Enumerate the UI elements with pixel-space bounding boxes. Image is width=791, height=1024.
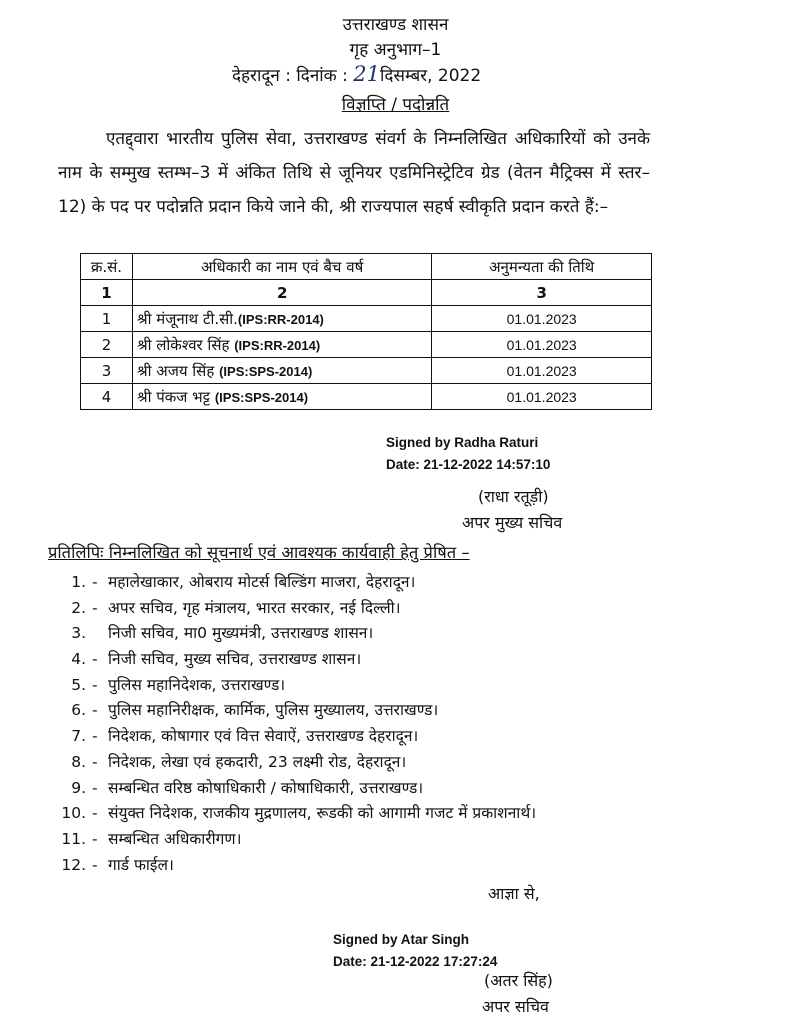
item-dash: - [92, 778, 98, 797]
officer-name: श्री मंजूनाथ टी.सी. [136, 309, 238, 328]
list-item [56, 621, 536, 647]
list-item [56, 570, 536, 596]
item-text: सम्बन्धित अधिकारीगण। [108, 829, 242, 848]
item-dash: - [92, 650, 98, 669]
officer-cell [132, 332, 431, 358]
list-item [56, 673, 536, 699]
serial-number: 2 [81, 332, 133, 358]
item-number: 5. [71, 675, 86, 694]
serial-number: 3 [81, 358, 133, 384]
item-dash: - [92, 752, 98, 771]
notice-title: विज्ञप्ति / पदोन्नति [341, 95, 450, 115]
item-dash: - [92, 701, 98, 720]
item-dash: - [92, 727, 98, 746]
date-suffix: दिसम्बर, 2022 [380, 66, 482, 86]
list-item [56, 698, 536, 724]
officer-cell [132, 358, 431, 384]
item-number: 6. [71, 701, 86, 720]
closing-text: आज्ञा से, [488, 884, 540, 903]
item-text: पुलिस महानिदेशक, उत्तराखण्ड। [108, 675, 286, 694]
item-number: 10. [61, 804, 86, 823]
item-number: 1. [71, 573, 86, 591]
digital-signature-2 [333, 929, 497, 973]
list-item [56, 724, 536, 750]
list-item [56, 801, 536, 827]
item-number: 2. [71, 598, 86, 617]
signature-date: Date: 21-12-2022 17:27:24 [333, 954, 498, 969]
item-number: 4. [71, 650, 86, 669]
signed-by-text: Signed by Radha Raturi [386, 435, 539, 450]
signatory-name: (राधा रतूड़ी) [478, 487, 549, 506]
serial-number: 1 [81, 306, 133, 332]
item-text: निदेशक, कोषागार एवं वित्त सेवाऐं, उत्तराखण्ड देहरादून। [108, 727, 419, 746]
eligibility-date: 01.01.2023 [432, 332, 652, 358]
officer-name: श्री लोकेश्वर सिंह [136, 335, 230, 354]
item-dash: - [92, 675, 98, 694]
column-number: 2 [132, 280, 431, 306]
date-prefix: देहरादून : दिनांक : [232, 66, 348, 86]
header-eligibility-date: अनुमन्यता की तिथि [432, 254, 652, 280]
item-text: सम्बन्धित वरिष्ठ कोषाधिकारी / कोषाधिकारी, उत्तराखण्ड। [108, 778, 424, 797]
column-number: 3 [432, 280, 652, 306]
officer-batch: (IPS:SPS-2014) [214, 389, 309, 405]
list-item [56, 596, 536, 622]
item-text: संयुक्त निदेशक, राजकीय मुद्रणालय, रूडकी को आगामी गजट में प्रकाशनार्थ। [108, 804, 537, 823]
item-text: पुलिस महानिरीक्षक, कार्मिक, पुलिस मुख्यालय, उत्तराखण्ड। [108, 701, 439, 720]
signatory-designation: अपर सचिव [482, 997, 549, 1016]
item-dash: - [92, 598, 98, 617]
item-text: निदेशक, लेखा एवं हकदारी, 23 लक्ष्मी रोड, देहरादून। [108, 752, 407, 771]
item-number: 9. [71, 778, 86, 797]
item-dash: - [92, 573, 98, 591]
department-section: गृह अनुभाग–1 [349, 40, 442, 60]
date-day-handwritten: 21 [353, 62, 381, 86]
list-item [56, 776, 536, 802]
table-row [81, 358, 652, 384]
table-row [81, 306, 652, 332]
item-number: 8. [71, 752, 86, 771]
officer-cell [132, 384, 431, 410]
copy-to-heading: प्रतिलिपिः निम्नलिखित को सूचनार्थ एवं आवश्यक कार्यवाही हेतु प्रेषित – [48, 543, 470, 562]
item-text: निजी सचिव, मुख्य सचिव, उत्तराखण्ड शासन। [108, 650, 362, 669]
item-number: 3. [71, 624, 86, 643]
digital-signature-1 [386, 432, 550, 476]
table-header-row [81, 254, 652, 280]
item-dash: - [92, 804, 98, 823]
government-name: उत्तराखण्ड शासन [342, 15, 449, 35]
signature-date: Date: 21-12-2022 14:57:10 [386, 457, 551, 472]
list-item [56, 853, 536, 879]
body-paragraph: एतद्द्वारा भारतीय पुलिस सेवा, उत्तराखण्ड संवर्ग के निम्नलिखित अधिकारियों को उनके नाम के सम्मुख स्तम्भ–3 में अंकित तिथि से जूनियर एडमिनिस्ट्रेटिव ग्रेड (वेतन मैट्रिक्स में स्तर–12) के पद पर पदोन्नति प्रदान किये जाने की, श्री राज्यपाल सहर्ष स्वीकृति प्रदान करते हैं:– [58, 129, 650, 217]
officer-batch: (IPS:RR-2014) [234, 337, 321, 353]
officer-batch: (IPS:SPS-2014) [219, 363, 313, 379]
list-item [56, 750, 536, 776]
copy-to-list [56, 570, 536, 878]
table-row [81, 384, 652, 410]
header-serial-number: क्र.सं. [81, 254, 133, 280]
officer-batch: (IPS:RR-2014) [237, 311, 324, 327]
item-number: 7. [71, 727, 86, 746]
table-row [81, 332, 652, 358]
item-dash: - [92, 829, 98, 848]
item-text: महालेखाकार, ओबराय मोटर्स बिल्डिंग माजरा, देहरादून। [108, 573, 416, 591]
eligibility-date: 01.01.2023 [432, 384, 652, 410]
signatory-designation: अपर मुख्य सचिव [462, 513, 563, 532]
eligibility-date: 01.01.2023 [432, 306, 652, 332]
officer-name: श्री पंकज भट्ट [136, 387, 211, 406]
header-officer-name: अधिकारी का नाम एवं बैच वर्ष [132, 254, 431, 280]
signed-by-text: Signed by Atar Singh [333, 932, 470, 947]
item-dash: - [92, 855, 98, 874]
eligibility-date: 01.01.2023 [432, 358, 652, 384]
item-number: 12. [61, 855, 86, 874]
promotion-table [80, 253, 652, 410]
signatory-name: (अतर सिंह) [484, 971, 553, 990]
list-item [56, 827, 536, 853]
item-text: गार्ड फाईल। [108, 855, 174, 874]
serial-number: 4 [81, 384, 133, 410]
item-text: निजी सचिव, मा0 मुख्यमंत्री, उत्तराखण्ड शासन। [108, 624, 374, 643]
item-number: 11. [61, 829, 86, 848]
document-date [232, 62, 481, 86]
item-text: अपर सचिव, गृह मंत्रालय, भारत सरकार, नई दिल्ली। [108, 598, 401, 617]
table-column-number-row [81, 280, 652, 306]
list-item [56, 647, 536, 673]
column-number: 1 [81, 280, 133, 306]
officer-name: श्री अजय सिंह [136, 361, 215, 380]
officer-cell [132, 306, 431, 332]
